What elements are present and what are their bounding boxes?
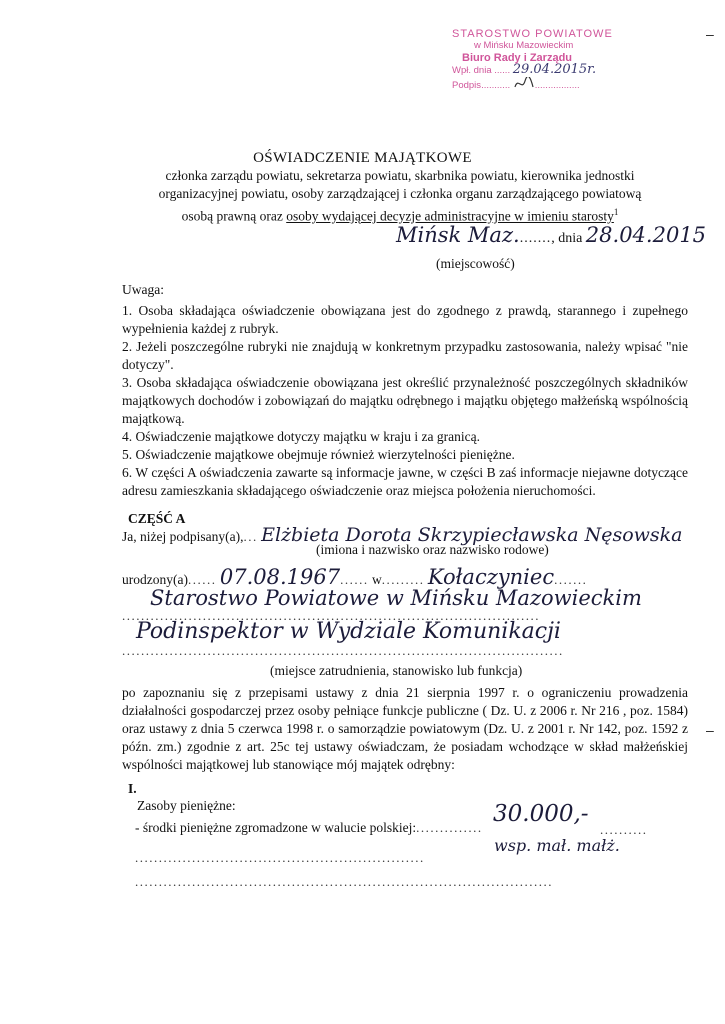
position-value: Podinspektor w Wydziale Komunikacji (136, 619, 561, 644)
subtitle-line-2: organizacyjnej powiatu, osoby zarządzającej i członka organu zarządzającego powiatową (158, 186, 642, 201)
birth-place: Kołaczyniec (427, 565, 555, 589)
document-subtitle (110, 167, 690, 226)
subtitle-line-3-prefix: osobą prawną oraz (181, 208, 287, 224)
name-caption: (imiona i nazwisko oraz nazwisko rodowe) (316, 542, 549, 557)
cash-line-3: ........................................................................................ (135, 874, 553, 889)
margin-dash-mid: – (706, 722, 714, 738)
stamp-line-3: Biuro Rady i Zarządu (462, 52, 573, 64)
cash-label: - środki pieniężne zgromadzone w walucie polskiej: (135, 820, 417, 835)
cash-line-2: ............................................................. (135, 850, 425, 865)
stamp-signature-row: Podpis........... ................. (452, 77, 632, 92)
margin-dash-top: – (706, 26, 714, 42)
stamp-received-row: Wpł. dnia ...... 29.04.2015r. (452, 62, 597, 77)
section-heading: Zasoby pieniężne: (137, 798, 236, 813)
date-value: 28.04.2015 (585, 223, 707, 247)
signer-name: Elżbieta Dorota Skrzypiecławska Nęsowska (261, 524, 683, 546)
cash-value: 30.000,- (493, 801, 589, 827)
workplace-value: Starostwo Powiatowe w Mińsku Mazowieckim (150, 586, 642, 610)
registry-stamp (452, 28, 632, 92)
born-label: urodzony(a) (122, 572, 188, 587)
note-item: 4. Oświadczenie majątkowe dotyczy majątku w kraju i za granicą. (122, 429, 480, 444)
place-value: Mińsk Maz. (396, 223, 520, 247)
date-label: , dnia (551, 231, 583, 246)
subtitle-line-3-underlined: osoby wydającej decyzje administracyjne w imieniu starosty (286, 208, 614, 224)
signed-label: Ja, niżej podpisany(a), (122, 529, 244, 544)
note-item: 3. Osoba składająca oświadczenie obowiązana jest określić przynależność poszczególnych składników majątkowych dochodów i zobowiązań do majątku odrębnego i majątku objętego małżeńską wspólnością majątkową. (122, 375, 688, 426)
statement-paragraph: po zapoznaniu się z przepisami ustawy z dnia 21 sierpnia 1997 r. o ograniczeniu prowadzenia działalności gospodarczej przez osoby pełniące funkcje publiczne ( Dz. U. z 2006 r. Nr 216 , poz. 1584) oraz ustawy z dnia 5 czerwca 1998 r. o samorządzie powiatowym (Dz. U. z 2001 r. Nr 142, poz. 1592 z późn. zm.) zgodnie z art. 25c tej ustawy oświadczam, że posiadam wchodzące w skład małżeńskiej wspólności majątkowej lub stanowiące mój majątek odrębny: (122, 685, 688, 772)
birth-date: 07.08.1967 (219, 565, 341, 589)
part-a-heading: CZĘŚĆ A (128, 511, 186, 526)
place-date-row: Mińsk Maz........, dnia 28.04.2015 (396, 223, 707, 247)
cash-note: wsp. mał. małż. (494, 836, 620, 855)
signed-row: Ja, niżej podpisany(a),... Elżbieta Dorota Skrzypiecławska Nęsowska (122, 524, 683, 546)
document-title: OŚWIADCZENIE MAJĄTKOWE (253, 150, 472, 166)
position-line: ............................................................................................. (122, 643, 564, 658)
stamp-line-2: w Mińsku Mazowieckim (474, 40, 574, 51)
stamp-received-label: Wpł. dnia (452, 65, 492, 76)
stamp-signature-label: Podpis (452, 80, 482, 91)
stamp-line-1: STAROSTWO POWIATOWE (452, 28, 613, 40)
note-item: 5. Oświadczenie majątkowe obejmuje również wierzytelności pieniężne. (122, 447, 515, 462)
cash-line-end: .......... (600, 822, 648, 837)
footnote-mark: 1 (613, 207, 619, 217)
note-item: 1. Osoba składająca oświadczenie obowiązana jest do zgodnego z prawdą, starannego i zupełnego wypełnienia każdej z rubryk. (122, 303, 688, 336)
workplace-line: ........................................................................................ (122, 608, 540, 623)
birth-row: urodzony(a)...... 07.08.1967...... w......... Kołaczyniec....... (122, 565, 588, 589)
notes-block (122, 281, 688, 500)
stamp-signature-scribble (513, 77, 535, 91)
note-item: 6. W części A oświadczenia zawarte są informacje jawne, w części B zaś informacje niejawne dotyczące adresu zamieszkania składającego oświadczenie oraz miejsca położenia nieruchomości. (122, 465, 688, 498)
work-caption: (miejsce zatrudnienia, stanowisko lub funkcja) (270, 663, 523, 678)
section-roman: I. (128, 781, 137, 796)
subtitle-line-1: członka zarządu powiatu, sekretarza powiatu, skarbnika powiatu, kierownika jednostki (165, 168, 635, 183)
note-item: 2. Jeżeli poszczególne rubryki nie znajdują w konkretnym przypadku zastosowania, należy wpisać "nie dotyczy". (122, 339, 688, 372)
place-caption: (miejscowość) (436, 256, 515, 271)
stamp-received-date: 29.04.2015r. (512, 62, 597, 77)
in-label: w (371, 572, 382, 587)
notes-heading: Uwaga: (122, 282, 164, 297)
cash-row: - środki pieniężne zgromadzone w walucie polskiej:.............. (135, 820, 483, 835)
